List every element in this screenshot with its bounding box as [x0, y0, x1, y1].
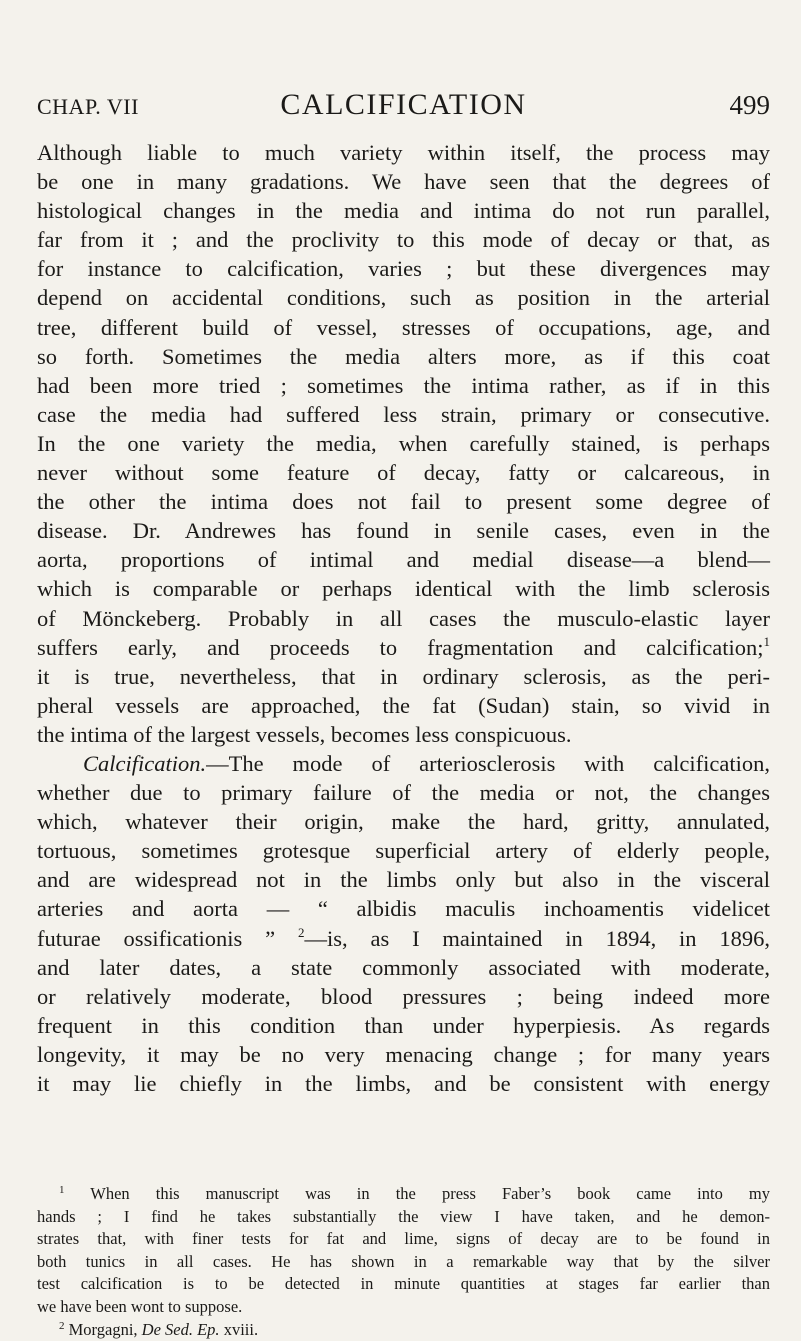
text-line: arteries and aorta — “ albidis maculis inchoamentis videlicet [37, 896, 770, 922]
text-line: the intima of the largest vessels, becomes less conspicuous. [37, 721, 572, 747]
text-line: depend on accidental conditions, such as position in the arterial [37, 285, 770, 311]
text-line: and later dates, a state commonly associated with moderate, [37, 954, 770, 980]
footnotes [37, 1183, 770, 1341]
text-line: for instance to calcification, varies ; but these divergences may [37, 256, 770, 282]
book-page [37, 0, 771, 1339]
text-line: it may lie chiefly in the limbs, and be consistent with energy [37, 1071, 770, 1096]
footnote-1-line: test calcification is to be detected in minute quantities at stages far earlier than [37, 1274, 770, 1294]
chapter-label: CHAP. VII [37, 94, 139, 119]
text-line: pheral vessels are approached, the fat (Sudan) stain, so vivid in [37, 692, 770, 718]
section-heading: Calcification. [83, 750, 207, 776]
text-line: Although liable to much variety within itself, the process may [37, 140, 770, 165]
footnote-2-ref: xviii. [223, 1319, 259, 1339]
footnote-1-line: we have been wont to suppose. [37, 1296, 243, 1316]
text-line: case the media had suffered less strain, primary or consecutive. [37, 401, 770, 427]
text-line: so forth. Sometimes the media alters more, as if this coat [37, 343, 770, 369]
footnote-ref-2: 2 [298, 924, 305, 940]
footnote-1-line: strates that, with finer tests for fat and lime, signs of decay are to be found in [37, 1229, 770, 1249]
footnote-marker-1: 1 [59, 1184, 65, 1196]
footnote-1-line [37, 1183, 770, 1206]
text-line: tortuous, sometimes grotesque superficial artery of elderly people, [37, 838, 770, 864]
text-segment: —The mode of arteriosclerosis with calcification, [206, 750, 770, 776]
running-head [37, 88, 770, 122]
text-line: the other the intima does not fail to present some degree of [37, 489, 770, 515]
text-line: and are widespread not in the limbs only but also in the visceral [37, 867, 770, 893]
footnote-2-title: De Sed. Ep. [141, 1319, 220, 1339]
text-line: aorta, proportions of intimal and medial disease—a blend— [37, 547, 770, 573]
text-line: be one in many gradations. We have seen that the degrees of [37, 169, 770, 195]
footnote-marker-2: 2 [59, 1319, 65, 1332]
footnote-ref-1: 1 [763, 633, 770, 649]
text-line: longevity, it may be no very menacing change ; for many years [37, 1041, 770, 1067]
section-first-line [37, 749, 770, 778]
text-segment: When this manuscript was in the press Faber’s book came into my [90, 1184, 770, 1203]
text-line: histological changes in the media and intima do not run parallel, [37, 198, 770, 224]
text-line: which is comparable or perhaps identical with the limb sclerosis [37, 576, 770, 602]
page-number: 499 [729, 90, 770, 120]
text-line: In the one variety the media, when carefully stained, is perhaps [37, 430, 770, 456]
text-line: far from it ; and the proclivity to this mode of decay or that, as [37, 227, 770, 253]
text-segment: futurae ossificationis ” [37, 925, 276, 951]
text-line: it is true, nevertheless, that in ordinary sclerosis, as the peri- [37, 663, 770, 689]
footnote-1-line: hands ; I find he takes substantially the view I have taken, and he demon- [37, 1206, 770, 1226]
body-text [37, 138, 770, 1098]
text-line [37, 924, 770, 953]
text-segment: suffers early, and proceeds to fragmentation and calcification; [37, 634, 764, 660]
text-line: frequent in this condition than under hyperpiesis. As regards [37, 1012, 770, 1038]
footnote-2-line [37, 1319, 770, 1341]
text-line: never without some feature of decay, fatty or calcareous, in [37, 460, 770, 486]
text-line: which, whatever their origin, make the hard, gritty, annulated, [37, 809, 770, 835]
footnote-1-line: both tunics in all cases. He has shown in a remarkable way that by the silver [37, 1251, 770, 1271]
text-line: of Mönckeberg. Probably in all cases the musculo-elastic layer [37, 605, 770, 631]
text-segment: —is, as I maintained in 1894, in 1896, [304, 925, 771, 951]
text-line: or relatively moderate, blood pressures ; being indeed more [37, 983, 770, 1009]
text-line: whether due to primary failure of the media or not, the changes [37, 780, 770, 806]
page-title: CALCIFICATION [280, 88, 527, 121]
footnote-2-author: Morgagni, [68, 1319, 138, 1339]
text-line: tree, different build of vessel, stresses of occupations, age, and [37, 314, 770, 340]
text-line: disease. Dr. Andrewes has found in senile cases, even in the [37, 518, 770, 544]
text-line [37, 633, 770, 662]
text-line: had been more tried ; sometimes the intima rather, as if in this [37, 372, 770, 398]
